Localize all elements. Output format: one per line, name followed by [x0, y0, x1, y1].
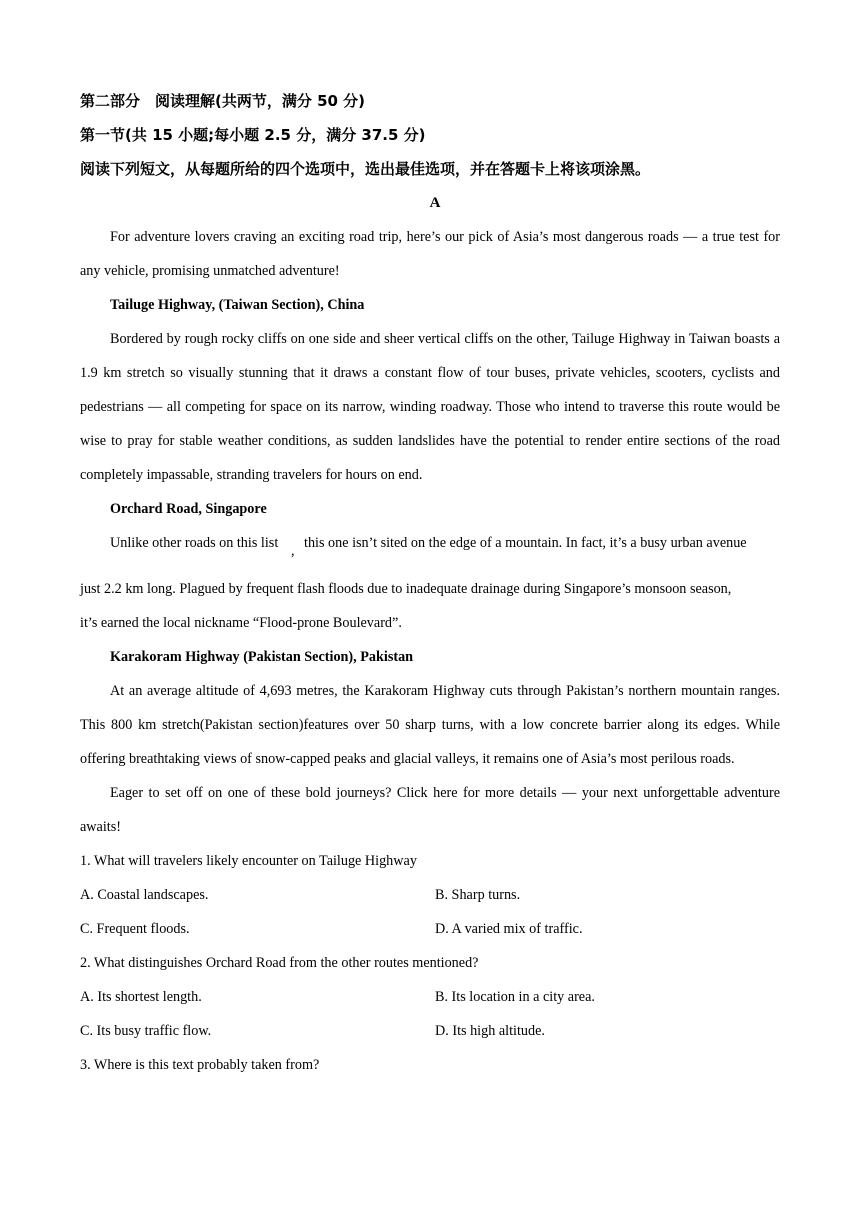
orchard-text-part1: Unlike other roads on this list — [110, 535, 279, 551]
section-body-tailuge: Bordered by rough rocky cliffs on one side and sheer vertical cliffs on the other, Tailuge Highway in Taiwan boasts a 1.9 km stretch so visually stunning that it draws a constant flow of tour buses, private vehicles, scooters, cyclists and pedestrians — all competing for space on its narrow, winding roadway. Those who intend to traverse this route would be wise to pray for stable weather conditions, as sudden landslides have the potential to render entire sections of the road completely impassable, stranding travelers for hours on end. — [80, 331, 780, 483]
instructions: 阅读下列短文，从每题所给的四个选项中，选出最佳选项，并在答题卡上将该项涂黑。 — [80, 160, 651, 178]
passage-intro: For adventure lovers craving an exciting road trip, here’s our pick of Asia’s most dangerous roads — a true test for any vehicle, promising unmatched adventure! — [80, 229, 780, 279]
question-1-option-d[interactable]: D. A varied mix of traffic. — [435, 921, 583, 937]
orchard-comma: , — [291, 543, 295, 559]
question-2-options-row1 — [80, 980, 780, 1014]
section-body-orchard-line2: just 2.2 km long. Plagued by frequent flash floods due to inadequate drainage during Singapore’s monsoon season, — [80, 581, 732, 597]
question-1-options-row2 — [80, 912, 780, 946]
question-2-option-a[interactable]: A. Its shortest length. — [80, 989, 202, 1005]
question-2-options-row2 — [80, 1014, 780, 1048]
passage-letter: A — [429, 195, 441, 211]
section-title-orchard: Orchard Road, Singapore — [110, 501, 267, 517]
section-body-orchard-line1 — [80, 526, 780, 572]
question-3-stem: 3. Where is this text probably taken from? — [80, 1057, 320, 1073]
question-2-option-b[interactable]: B. Its location in a city area. — [435, 989, 595, 1005]
section-body-karakoram: At an average altitude of 4,693 metres, the Karakoram Highway cuts through Pakistan’s northern mountain ranges. This 800 km stretch(Pakistan section)features over 50 sharp turns, with a low concrete barrier along its edges. While offering breathtaking views of snow-capped peaks and glacial valleys, it remains one of Asia’s most perilous roads. — [80, 683, 780, 767]
subsection-heading: 第一节(共 15 小题;每小题 2.5 分，满分 37.5 分) — [80, 126, 426, 144]
question-2-option-d[interactable]: D. Its high altitude. — [435, 1023, 545, 1039]
section-title-karakoram: Karakoram Highway (Pakistan Section), Pakistan — [110, 649, 414, 665]
passage-closing: Eager to set off on one of these bold journeys? Click here for more details — your next unforgettable adventure awaits! — [80, 785, 780, 835]
orchard-text-part2: this one isn’t sited on the edge of a mountain. In fact, it’s a busy urban avenue — [304, 535, 747, 551]
question-1-options-row1 — [80, 878, 780, 912]
question-1-option-b[interactable]: B. Sharp turns. — [435, 887, 521, 903]
question-1-option-c[interactable]: C. Frequent floods. — [80, 921, 190, 937]
exam-page — [80, 84, 780, 1082]
question-2-option-c[interactable]: C. Its busy traffic flow. — [80, 1023, 212, 1039]
section-title-tailuge: Tailuge Highway, (Taiwan Section), China — [110, 297, 365, 313]
section-body-orchard-line3: it’s earned the local nickname “Flood-prone Boulevard”. — [80, 615, 402, 631]
section-heading: 第二部分 阅读理解(共两节，满分 50 分) — [80, 92, 366, 110]
question-1-option-a[interactable]: A. Coastal landscapes. — [80, 887, 209, 903]
question-2-stem: 2. What distinguishes Orchard Road from the other routes mentioned? — [80, 955, 479, 971]
question-1-stem: 1. What will travelers likely encounter on Tailuge Highway — [80, 853, 417, 869]
